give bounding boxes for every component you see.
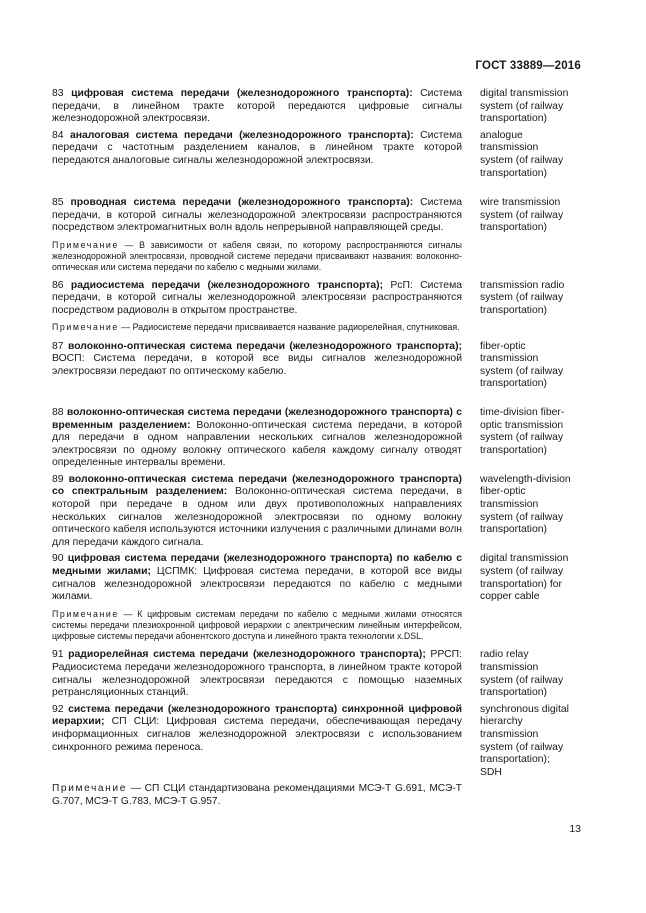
term-number: 88 [52, 406, 64, 418]
term-entry-89 [52, 474, 572, 550]
term-definition [52, 88, 462, 126]
term-definition [52, 407, 462, 470]
term-text: Цифровая система передачи, обеспечивающая передачу информационных сигналов железнодорожной электросвязи с использованием синхронного режима переноса. [52, 716, 462, 753]
note-text: — СП СЦИ стандартизована рекомендациями МСЭ-Т G.691, МСЭ-Т G.707, МСЭ-Т G.783, МСЭ-Т G.957. [52, 783, 462, 807]
term-title: аналоговая система передачи (железнодорожного транспорта): [69, 129, 414, 141]
note-label: Примечание [52, 783, 127, 795]
term-title: цифровая система передачи (железнодорожного транспорта): [71, 88, 413, 99]
term-number: 84 [52, 129, 64, 141]
term-text: Система передачи, в которой сигналы железнодорожной электросвязи распространяются посредством радиоволн в открытом пространстве. [52, 279, 463, 316]
note-text: — Радиосистеме передачи присваивается название радиорелейная, спутниковая. [118, 322, 460, 333]
term-title: волоконно-оптическая система передачи (железнодорожного транспорта) со спектральным разделением: [52, 473, 462, 498]
note-label: Примечание [52, 239, 119, 250]
term-entry-86 [52, 280, 572, 318]
term-number: 89 [52, 473, 64, 485]
term-definition [52, 130, 462, 180]
term-abbreviation: РсП: [383, 279, 413, 291]
term-definition [52, 197, 462, 235]
english-equivalent: analogue transmission system (of railway transportation) [480, 129, 564, 179]
term-text: Система передачи с частотным разделением каналов, в линейном тракте которой передаются аналоговые сигналы железнодорожной электросвязи. [52, 129, 462, 166]
english-equivalent: synchronous digital hierarchy transmission system (of railway transportation); SDH [480, 703, 569, 778]
term-number: 91 [52, 649, 64, 661]
term-number: 83 [52, 88, 64, 99]
note-label: Примечание [52, 608, 119, 619]
term-definition [52, 474, 462, 550]
term-list [52, 88, 572, 809]
term-text: Волоконно-оптическая система передачи, в которой при передаче в одном или двух противоположных направлениях нескольких сигналов железнодорожной электросвязи по одному волокну оптического кабеля используются источники излучения с различными длинами волн для передачи каждого сигнала. [52, 486, 462, 548]
page-number: 13 [569, 823, 581, 835]
term-title: волоконно-оптическая система передачи (железнодорожного транспорта) с временным разделением: [52, 406, 463, 431]
term-note [52, 609, 462, 643]
term-definition [52, 280, 462, 318]
term-note [52, 240, 462, 274]
note-text: — В зависимости от кабеля связи, по которому распространяются сигналы железнодорожной электросвязи, проводной системе передачи присваивают названия: волоконно-оптическая или система передачи по кабелю с медными жилами. [52, 239, 462, 273]
english-equivalent: transmission radio system (of railway transportation) [480, 279, 565, 316]
term-title: цифровая система передачи (железнодорожного транспорта) по кабелю с медными жилами; [52, 553, 463, 578]
term-number: 85 [52, 197, 64, 209]
term-title: волоконно-оптическая система передачи (железнодорожного транспорта); [67, 340, 462, 352]
term-number: 92 [52, 703, 64, 715]
term-entry-91 [52, 649, 572, 699]
term-text: Радиосистема передачи железнодорожного транспорта, в линейном тракте которой сигналы железнодорожной электросвязи передаются с помощью наземных ретрансляционных станций. [52, 662, 462, 699]
english-equivalent: digital transmission system (of railway transportation) for copper cable [480, 553, 569, 603]
term-title: радиорелейная система передачи (железнодорожного транспорта); [68, 649, 426, 661]
term-text: Система передачи, в которой сигналы железнодорожной электросвязи распространяются посредством электромагнитных волн вдоль непрерывной направляющей среды. [52, 197, 462, 234]
term-title: система передачи (железнодорожного транспорта) синхронной цифровой иерархии; [52, 703, 462, 728]
term-note [52, 322, 462, 333]
english-equivalent: fiber-optic transmission system (of railway transportation) [480, 340, 564, 390]
term-abbreviation: ЦСПМК: [150, 566, 198, 578]
term-abbreviation: ВОСП: [52, 353, 85, 365]
term-entry-90 [52, 553, 572, 603]
term-number: 90 [52, 553, 64, 565]
term-title: проводная система передачи (железнодорожного транспорта): [70, 197, 414, 209]
term-number: 86 [52, 279, 64, 291]
english-equivalent: wavelength-division fiber-optic transmission system (of railway transportation) [480, 473, 571, 536]
term-number: 87 [52, 340, 64, 352]
term-note [52, 783, 462, 808]
term-text: Система передачи, в которой все виды сигналов железнодорожной электросвязи передают по оптическому кабелю. [52, 353, 462, 377]
english-equivalent: radio relay transmission system (of railway transportation) [480, 649, 564, 699]
term-entry-88 [52, 407, 572, 470]
english-equivalent: time-division fiber-optic transmission system (of railway transportation) [480, 406, 565, 456]
term-definition [52, 704, 462, 780]
term-entry-83 [52, 88, 572, 126]
term-definition [52, 341, 462, 391]
term-text: Система передачи, в линейном тракте которой передаются цифровые сигналы железнодорожной электросвязи. [52, 88, 463, 125]
term-text: Волоконно-оптическая система передачи, в которой для передачи в одном направлении нескольких сигналов железнодорожной электросвязи по одному волокну оптического кабеля каждому сигналу отводят определенные интервалы времени. [52, 419, 463, 469]
term-definition [52, 553, 462, 603]
document-header: ГОСТ 33889—2016 [475, 60, 581, 72]
note-label: Примечание [52, 322, 119, 333]
note-text: — К цифровым системам передачи по кабелю с медными жилами относятся системы передачи плезиохронной цифровой иерархии с электрическим линейным интерфейсом, цифровые системы передачи абонентского доступа и линейного тракта технологии x.DSL. [52, 608, 462, 642]
term-entry-92 [52, 704, 572, 780]
english-equivalent: wire transmission system (of railway transportation) [480, 197, 564, 234]
term-abbreviation: РРСП: [425, 649, 462, 661]
term-entry-84 [52, 130, 572, 180]
term-entry-87 [52, 341, 572, 391]
english-equivalent: digital transmission system (of railway transportation) [480, 88, 569, 125]
term-entry-85 [52, 197, 572, 235]
term-text: Цифровая система передачи, в которой все виды сигналов железнодорожной электросвязи передаются по кабелю с медными жилами. [52, 566, 463, 603]
term-definition [52, 649, 462, 699]
term-title: радиосистема передачи (железнодорожного транспорта); [70, 279, 384, 291]
term-abbreviation: СП СЦИ: [104, 716, 160, 728]
